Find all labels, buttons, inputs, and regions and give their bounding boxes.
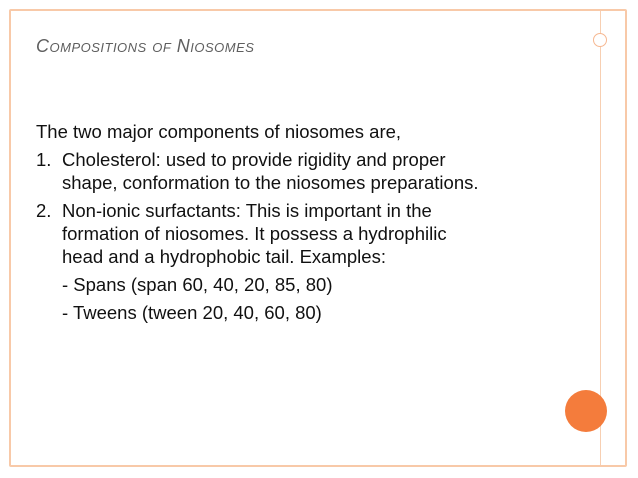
example-spans: - Spans (span 60, 40, 20, 85, 80) <box>62 274 333 295</box>
list-item-text <box>62 148 556 194</box>
list-number: 2. <box>36 200 52 221</box>
slide-body <box>36 120 556 329</box>
text-line: Non-ionic surfactants: This is important in the <box>62 200 432 221</box>
list-item-cholesterol <box>36 148 556 194</box>
text-line: head and a hydrophobic tail. Examples: <box>62 246 386 267</box>
intro-text: The two major components of niosomes are, <box>36 121 402 142</box>
decorative-ring <box>593 33 607 47</box>
example-tweens: - Tweens (tween 20, 40, 60, 80) <box>62 302 322 323</box>
decorative-accent-circle <box>565 390 607 432</box>
list-item-text <box>62 199 556 268</box>
list-item-surfactants <box>36 199 556 268</box>
text-line: Cholesterol: used to provide rigidity and proper <box>62 149 446 170</box>
text-line: formation of niosomes. It possess a hydrophilic <box>62 223 447 244</box>
text-line: shape, conformation to the niosomes preparations. <box>62 172 479 193</box>
slide-title: Compositions of Niosomes <box>36 36 255 56</box>
list-number: 1. <box>36 149 52 170</box>
